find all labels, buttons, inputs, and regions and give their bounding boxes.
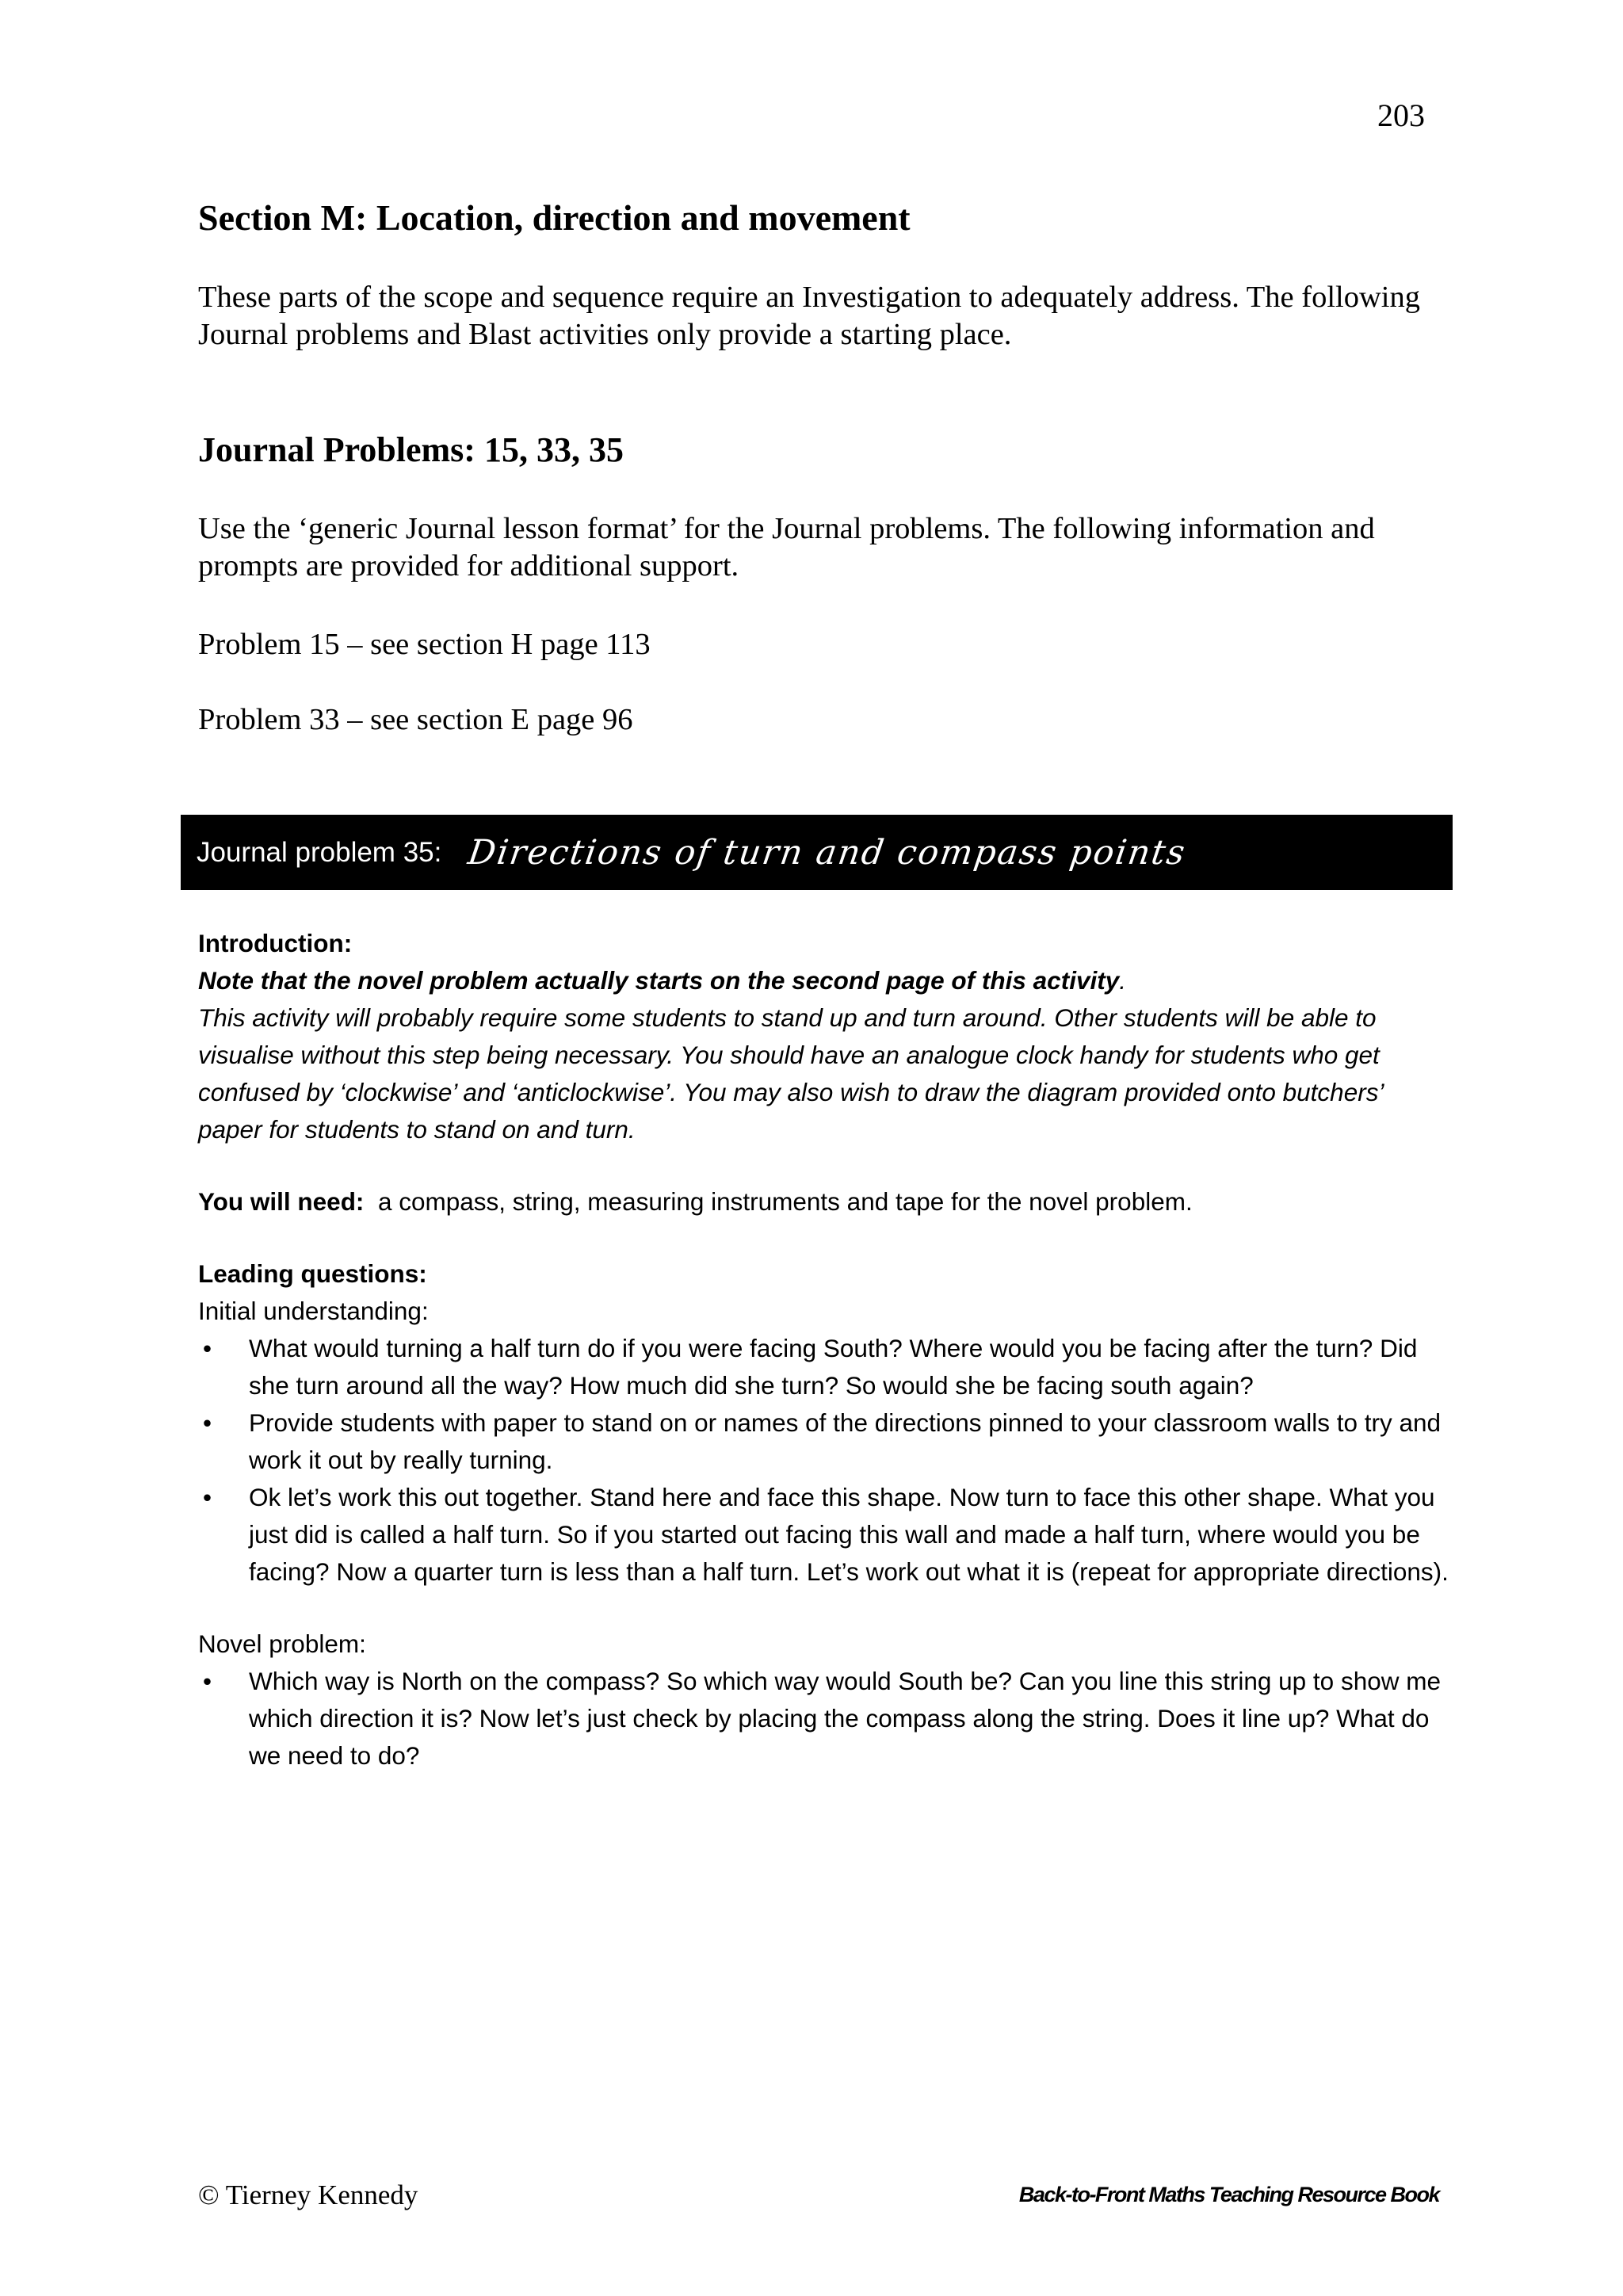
list-item-text: What would turning a half turn do if you were facing South? Where would you be facing after the turn? Did she turn around all the way? How much did she turn? So would she be facing south again? [249,1334,1418,1400]
introduction-body: This activity will probably require some students to stand up and turn around. Other students will be able to visualise without this step being necessary. You should have an analogue clock handy for students who get confused by ‘clockwise’ and ‘anticlockwise’. You may also wish to draw the diagram provided onto butchers’ paper for students to stand on and turn. [198,1003,1383,1144]
problem-15-reference: Problem 15 – see section H page 113 [198,628,651,661]
list-item-text: Ok let’s work this out together. Stand here and face this shape. Now turn to face this other shape. What you just did is called a half turn. So if you started out facing this wall and made a half turn, where would you be facing? Now a quarter turn is less than a half turn. Let’s work out what it is (repeat for appropriate directions). [249,1483,1449,1586]
banner-label: Journal problem 35: [197,836,442,868]
intro-paragraph: These parts of the scope and sequence require an Investigation to adequately address. The following Journal problems and Blast activities only provide a starting place. [198,281,1420,351]
bullet-icon: • [203,1408,212,1437]
novel-problem-list [198,1663,1450,1775]
list-item [198,1479,1450,1591]
journal-problems-heading: Journal Problems: 15, 33, 35 [198,430,624,469]
list-item-text: Which way is North on the compass? So which way would South be? Can you line this string up to show me which direction it is? Now let’s just check by placing the compass along the string. Does it line up? What do we need to do? [249,1667,1442,1770]
footer-copyright: © Tierney Kennedy [198,2179,418,2210]
bullet-icon: • [203,1334,212,1362]
leading-questions-heading: Leading questions: [198,1259,427,1288]
bullet-icon: • [203,1483,212,1511]
introduction-note: Note that the novel problem actually starts on the second page of this activity [198,966,1120,995]
introduction-note-end: . [1119,966,1126,995]
problem-33-reference: Problem 33 – see section E page 96 [198,703,633,736]
introduction-heading: Introduction: [198,929,353,957]
you-will-need-line [198,1183,1450,1221]
footer-book-title: Back-to-Front Maths Teaching Resource Book [1018,2183,1439,2206]
list-item [198,1663,1450,1775]
novel-problem-label: Novel problem: [198,1629,366,1658]
you-will-need-text: a compass, string, measuring instruments and tape for the novel problem. [377,1187,1193,1216]
page-number: 203 [1377,97,1425,133]
you-will-need-label: You will need: [198,1187,365,1216]
journal-problem-banner [181,815,1453,890]
list-item [198,1330,1450,1404]
activity-body [198,925,1450,1775]
journal-intro-paragraph: Use the ‘generic Journal lesson format’ for the Journal problems. The following information and prompts are provided for additional support. [198,512,1375,583]
list-item [198,1404,1450,1479]
section-title: Section M: Location, direction and movement [198,197,911,238]
initial-understanding-label: Initial understanding: [198,1297,429,1325]
bullet-icon: • [203,1667,212,1695]
initial-understanding-list [198,1330,1450,1591]
introduction-note-line [198,962,1450,999]
list-item-text: Provide students with paper to stand on or names of the directions pinned to your classroom walls to try and work it out by really turning. [249,1408,1442,1474]
banner-title: Directions of turn and compass points [465,832,1190,873]
